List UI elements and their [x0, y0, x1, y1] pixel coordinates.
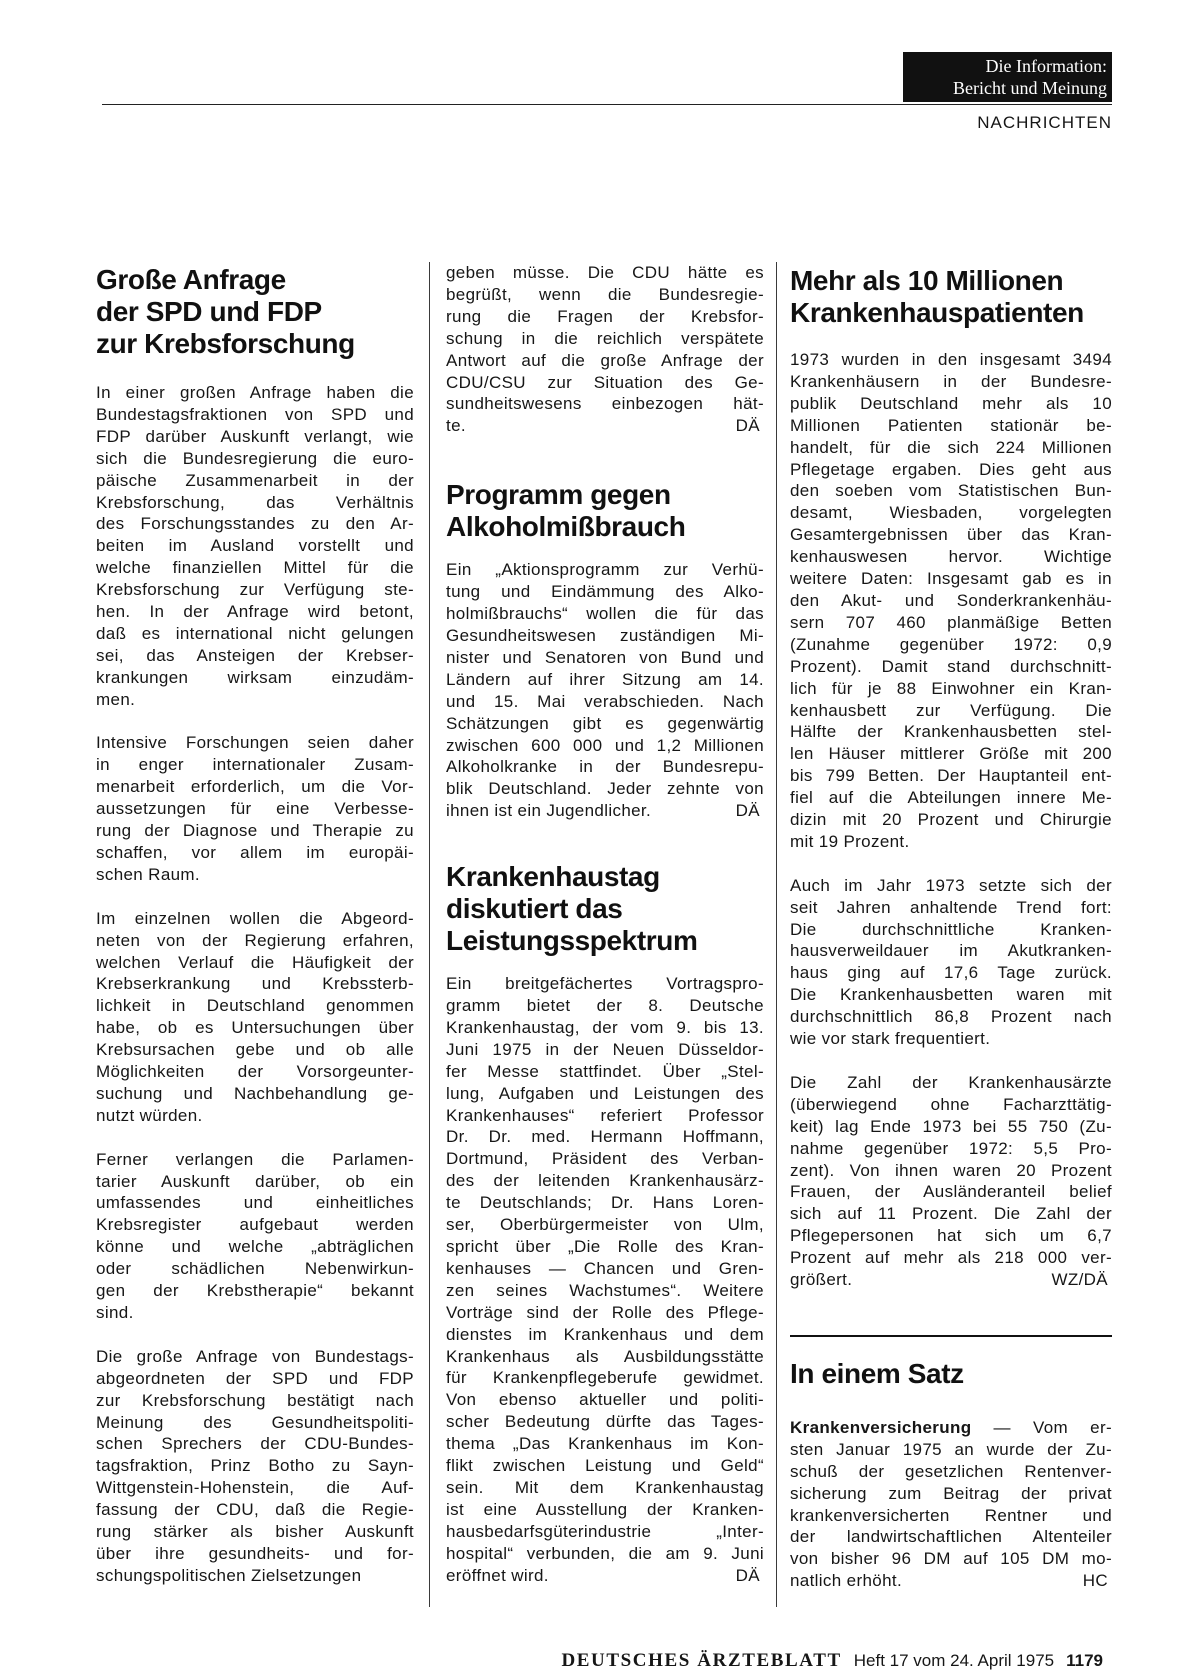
text-line: daß es international nicht gelungen	[96, 623, 414, 643]
text-line: welche finanziellen Mittel für die	[96, 558, 414, 578]
text-line: für Krankenpflegeberufe gewidmet.	[446, 1368, 764, 1388]
line-text: eröffnet wird.	[446, 1565, 549, 1585]
text-line: hospital“ verbunden, die am 9. Juni	[446, 1543, 764, 1563]
text-line: schen Raum.	[96, 864, 201, 884]
text-line: te Deutschlands; Dr. Hans Loren-	[446, 1193, 764, 1213]
headline-line: diskutiert das	[446, 893, 623, 925]
headline-line: Krankenhaustag	[446, 861, 660, 893]
text-line: dienstes im Krankenhaus und dem	[446, 1324, 764, 1344]
text-line: weitere Daten: Insgesamt gab es in	[790, 569, 1112, 589]
text-line: Im einzelnen wollen die Abgeord-	[96, 908, 414, 928]
text-line: publik Deutschland mehr als 10	[790, 393, 1112, 413]
text-line: men.	[96, 689, 136, 709]
column-2	[446, 262, 764, 1587]
text-line: dizin mit 20 Prozent und Chirurgie	[790, 810, 1112, 830]
text-line: thema „Das Krankenhaus im Kon-	[446, 1434, 764, 1454]
text-line: tagsfraktion, Prinz Botho zu Sayn-	[96, 1456, 414, 1476]
article-paragraph	[96, 908, 414, 1127]
text-line	[446, 800, 764, 822]
text-line: fassung der CDU, daß die Regie-	[96, 1500, 414, 1520]
text-line: sind.	[96, 1303, 134, 1323]
text-line: neten von der Regierung erfahren,	[96, 930, 414, 950]
text-line: Krebsursachen gebe und ob alle	[96, 1040, 414, 1060]
text-line: beiten im Ausland vorstellt und	[96, 536, 414, 556]
text-line: welchen Verlauf die Häufigkeit der	[96, 952, 414, 972]
text-line	[790, 1269, 1112, 1291]
text-line: bis 799 Betten. Der Hauptanteil ent-	[790, 766, 1112, 786]
text-line: hen. In der Anfrage wird betont,	[96, 602, 414, 622]
text-line: Alkoholkranke in der Bundesrepu-	[446, 757, 764, 777]
text-line: Prozent). Damit stand durchschnitt-	[790, 656, 1112, 676]
section-label: NACHRICHTEN	[977, 113, 1112, 132]
text-line: mit 19 Prozent.	[790, 831, 910, 851]
text-line: aussetzungen für eine Verbesse-	[96, 799, 414, 819]
text-line: flikt zwischen Leistung und Geld“	[446, 1456, 764, 1476]
line-text: natlich erhöht.	[790, 1571, 903, 1591]
text-line: Möglichkeiten der Vorsorgeunter-	[96, 1062, 414, 1082]
headline-line: Alkoholmißbrauch	[446, 511, 686, 543]
text-line: Prozent auf mehr als 218 000 ver-	[790, 1248, 1112, 1268]
text-line: lung, Aufgaben und Leistungen des	[446, 1083, 764, 1103]
page-footer	[561, 1650, 1103, 1672]
text-line: begrüßt, wenn die Bundesregie-	[446, 284, 764, 304]
text-line: den soeben vom Statistischen Bun-	[790, 481, 1112, 501]
section-rule	[790, 1335, 1112, 1337]
text-line: Krankenhaustag, der vom 9. bis 13.	[446, 1017, 764, 1037]
text-line: schuß der gesetzlichen Rentenver-	[790, 1461, 1112, 1481]
headline-line: Programm gegen	[446, 479, 671, 511]
article-paragraph-continued	[446, 262, 764, 437]
text-line: in enger internationaler Zusam-	[96, 755, 414, 775]
text-line: von bisher 96 DM auf 105 DM mo-	[790, 1549, 1112, 1569]
text-line: sten Januar 1975 an wurde der Zu-	[790, 1439, 1112, 1459]
text-line: Ein „Aktionsprogramm zur Verhü-	[446, 560, 764, 580]
headline-line: der SPD und FDP	[96, 296, 322, 327]
journal-name: DEUTSCHES ÄRZTEBLATT	[561, 1650, 842, 1671]
text-line: nahme gegenüber 1972: 5,5 Pro-	[790, 1138, 1112, 1158]
text-line: blik Deutschland. Jeder zehnte von	[446, 779, 764, 799]
text-line: rung stärker als bisher Auskunft	[96, 1522, 414, 1542]
text-line	[790, 1417, 1112, 1439]
text-line: krankungen wirksam einzudäm-	[96, 667, 414, 687]
text-line: sein. Mit dem Krankenhaustag	[446, 1477, 764, 1497]
column-rule	[429, 262, 430, 1607]
article-headline	[96, 264, 414, 360]
text-line: Frauen, der Ausländeranteil belief	[790, 1182, 1112, 1202]
text-line: abgeordneten der SPD und FDP	[96, 1368, 414, 1388]
article-paragraph	[96, 732, 414, 885]
text-line: rung die Fragen der Krebsfor-	[446, 306, 764, 326]
text-line: fer Messe stattfindet. Über „Stel-	[446, 1061, 764, 1081]
text-line: Gesamtergebnissen über das Kran-	[790, 525, 1112, 545]
text-line: suchung und Nachbehandlung ge-	[96, 1083, 414, 1103]
text-line: gramm bietet der 8. Deutsche	[446, 996, 764, 1016]
headline-line: Krankenhauspatienten	[790, 297, 1084, 328]
text-line: Pflegepersonen hat sich um 6,7	[790, 1226, 1112, 1246]
text-line: gen der Krebstherapie“ bekannt	[96, 1281, 414, 1301]
text-line: des der leitenden Krankenhausärz-	[446, 1171, 764, 1191]
text-line: rung der Diagnose und Therapie zu	[96, 821, 414, 841]
article-paragraph	[790, 1417, 1112, 1592]
text-line: Krankenhaus als Ausbildungsstätte	[446, 1346, 764, 1366]
text-line: Antwort auf die große Anfrage der	[446, 350, 764, 370]
text-line: über ihre gesundheits- und for-	[96, 1543, 414, 1563]
article-headline	[446, 479, 764, 543]
text-line: Ländern auf ihrer Sitzung am 14.	[446, 669, 764, 689]
text-line: hausverweildauer im Akutkranken-	[790, 941, 1112, 961]
text-line: Schätzungen gibt es gegenwärtig	[446, 713, 764, 733]
text-line	[446, 415, 764, 437]
author-tag: WZ/DÄ	[1051, 1270, 1108, 1290]
text-line: Bundestagsfraktionen von SPD und	[96, 404, 414, 424]
line-text: größert.	[790, 1270, 853, 1290]
text-line: Vorträge sind der Rolle des Pflege-	[446, 1302, 764, 1322]
lead-in-keyword: Krankenversicherung	[790, 1417, 972, 1437]
text-line: Hälfte der Krankenhausbetten stel-	[790, 722, 1112, 742]
text-line: Pflegetage ergaben. Dies geht aus	[790, 459, 1112, 479]
text-line: 1973 wurden in den insgesamt 3494	[790, 350, 1112, 369]
headline-line: Mehr als 10 Millionen	[790, 265, 1064, 296]
article-paragraph	[96, 382, 414, 711]
text-line: holmißbrauchs“ wollen die für das	[446, 604, 764, 624]
text-line: Krankenhäusern in der Bundesre-	[790, 371, 1112, 391]
text-line: zur Krebsforschung bestätigt nach	[96, 1390, 414, 1410]
article-paragraph	[96, 1346, 414, 1587]
author-tag: DÄ	[735, 801, 760, 821]
text-line: (überwiegend ohne Facharzttätig-	[790, 1094, 1112, 1114]
text-line	[446, 1565, 764, 1587]
text-line: tarier Auskunft darüber, ob ein	[96, 1171, 414, 1191]
text-line: zen seines Wachstumes“. Weitere	[446, 1280, 764, 1300]
column-3	[790, 265, 1112, 1592]
text-line: lich für je 88 Einwohner ein Kran-	[790, 678, 1112, 698]
header-rule	[102, 104, 1112, 105]
text-line: sich auf 11 Prozent. Die Zahl der	[790, 1204, 1112, 1224]
article-headline	[790, 265, 1112, 329]
text-line: nutzt würden.	[96, 1105, 203, 1125]
text-line: Krebserkrankung und Krebssterb-	[96, 974, 414, 994]
text-line: Krebsforschung, das Verhältnis	[96, 492, 414, 512]
text-line: Gesundheitswesen zuständigen Mi-	[446, 625, 764, 645]
headline-line: zur Krebsforschung	[96, 328, 355, 359]
text-line: Krebsregister aufgebaut werden	[96, 1215, 414, 1235]
text-line: Ein breitgefächertes Vortragspro-	[446, 974, 764, 994]
text-line: menarbeit erforderlich, um die Vor-	[96, 777, 414, 797]
text-line: Von ebenso aktueller und politi-	[446, 1390, 764, 1410]
text-line: schungspolitischen Zielsetzungen	[96, 1565, 362, 1585]
text-line: Wittgenstein-Hohenstein, die Auf-	[96, 1478, 414, 1498]
text-line: Die Krankenhausbetten waren mit	[790, 985, 1112, 1005]
badge-line: Die Information:	[985, 56, 1107, 76]
text-line: kenhauswesen hervor. Wichtige	[790, 547, 1112, 567]
issue-info: Heft 17 vom 24. April 1975	[853, 1651, 1055, 1670]
text-line: des Forschungsstandes zu den Ar-	[96, 514, 414, 534]
text-line	[790, 1570, 1112, 1592]
text-line: geben müsse. Die CDU hätte es	[446, 263, 764, 282]
text-line: Millionen Patienten stationär be-	[790, 415, 1112, 435]
text-line: Die Zahl der Krankenhausärzte	[790, 1072, 1112, 1092]
text-line: päische Zusammenarbeit in der	[96, 470, 414, 490]
line-text: — Vom er-	[971, 1417, 1112, 1437]
article-paragraph	[446, 973, 764, 1586]
text-line: keit) lag Ende 1973 bei 55 750 (Zu-	[790, 1116, 1112, 1136]
article-headline	[790, 1358, 1112, 1390]
article-paragraph	[446, 559, 764, 822]
text-line: nister und Senatoren von Bund und	[446, 647, 764, 667]
author-tag: DÄ	[735, 1565, 760, 1585]
article-paragraph	[790, 349, 1112, 853]
text-line: Intensive Forschungen seien daher	[96, 733, 414, 753]
text-line: Die große Anfrage von Bundestags-	[96, 1346, 414, 1366]
text-line: sundheitswesens einbezogen hät-	[446, 394, 764, 414]
text-line: schung in die reichlich verspätete	[446, 328, 764, 348]
column-1	[96, 264, 414, 1587]
text-line: zent). Von ihnen waren 20 Prozent	[790, 1160, 1112, 1180]
text-line: sern 707 460 planmäßige Betten	[790, 612, 1112, 632]
text-line: Meinung des Gesundheitspoliti-	[96, 1412, 414, 1432]
article-paragraph	[96, 1149, 414, 1324]
line-text: ihnen ist ein Jugendlicher.	[446, 801, 652, 821]
text-line: der landwirtschaftlichen Altenteiler	[790, 1527, 1112, 1547]
section-badge	[903, 52, 1112, 102]
text-line: sich die Bundesregierung die euro-	[96, 448, 414, 468]
article-headline	[446, 861, 764, 957]
text-line: kenhauses — Chancen und Gren-	[446, 1258, 764, 1278]
text-line: habe, ob es Untersuchungen über	[96, 1018, 414, 1038]
text-line: kenhausbett zur Verfügung. Die	[790, 700, 1112, 720]
text-line: schen Sprechers der CDU-Bundes-	[96, 1434, 414, 1454]
text-line: CDU/CSU zur Situation des Ge-	[446, 372, 764, 392]
text-line: durchschnittlich 86,8 Prozent nach	[790, 1007, 1112, 1027]
headline-line: In einem Satz	[790, 1357, 964, 1389]
text-line: Dortmund, Präsident des Verban-	[446, 1149, 764, 1169]
text-line: desamt, Wiesbaden, vorgelegten	[790, 503, 1112, 523]
column-rule	[776, 262, 777, 1607]
text-line: wie vor stark frequentiert.	[790, 1029, 991, 1049]
text-line: (Zunahme gegenüber 1972: 0,9	[790, 634, 1112, 654]
text-line: In einer großen Anfrage haben die	[96, 383, 414, 402]
text-line: ist eine Ausstellung der Kranken-	[446, 1499, 764, 1519]
text-line: haus ging auf 17,6 Tage zurück.	[790, 963, 1112, 983]
article-paragraph	[790, 875, 1112, 1050]
text-line: Krebsforschung zur Verfügung ste-	[96, 580, 414, 600]
article-paragraph	[790, 1072, 1112, 1291]
text-line: umfassendes und einheitliches	[96, 1193, 414, 1213]
text-line: krankenversicherten Rentner und	[790, 1505, 1112, 1525]
text-line: handelt, für die sich 224 Millionen	[790, 437, 1112, 457]
author-tag: HC	[1082, 1571, 1108, 1591]
headline-line: Große Anfrage	[96, 264, 286, 295]
text-line: sei, das Ansteigen der Krebser-	[96, 645, 414, 665]
text-line: spricht über „Die Rolle des Kran-	[446, 1237, 764, 1256]
badge-line: Bericht und Meinung	[953, 78, 1107, 98]
text-line: sicherung zum Beitrag der privat	[790, 1483, 1112, 1503]
text-line: lichkeit in Deutschland genommen	[96, 996, 414, 1016]
text-line: schaffen, vor allem im europäi-	[96, 843, 414, 863]
headline-line: Leistungsspektrum	[446, 925, 698, 957]
text-line: und 15. Mai verabschieden. Nach	[446, 691, 764, 711]
text-line: Ferner verlangen die Parlamen-	[96, 1149, 414, 1169]
text-line: ser, Oberbürgermeister von Ulm,	[446, 1215, 764, 1235]
text-line: Die durchschnittliche Kranken-	[790, 919, 1112, 939]
text-line: zwischen 600 000 und 1,2 Millionen	[446, 735, 764, 755]
text-line: Krankenhauses“ referiert Professor	[446, 1105, 764, 1125]
text-line: tung und Eindämmung des Alko-	[446, 582, 764, 602]
text-line: oder schädlichen Nebenwirkun-	[96, 1259, 414, 1279]
text-line: seit Jahren anhaltende Trend fort:	[790, 897, 1112, 917]
page-number: 1179	[1066, 1651, 1103, 1670]
text-line: Dr. Dr. med. Hermann Hoffmann,	[446, 1127, 764, 1147]
text-line: scher Bedeutung dürfte das Tages-	[446, 1412, 764, 1432]
text-line: len Häuser mittlerer Größe mit 200	[790, 744, 1112, 764]
text-line: Juni 1975 in der Neuen Düsseldor-	[446, 1039, 764, 1059]
text-line: könne und welche „abträglichen	[96, 1237, 414, 1257]
author-tag: DÄ	[735, 416, 760, 436]
text-line: den Akut- und Sonderkrankenhäu-	[790, 590, 1112, 610]
text-line: FDP darüber Auskunft verlangt, wie	[96, 426, 414, 446]
text-line: fiel auf die Abteilungen innere Me-	[790, 788, 1112, 808]
text-line: hausbedarfsgüterindustrie „Inter-	[446, 1521, 764, 1541]
line-text: te.	[446, 416, 466, 436]
text-line: Auch im Jahr 1973 setzte sich der	[790, 875, 1112, 895]
